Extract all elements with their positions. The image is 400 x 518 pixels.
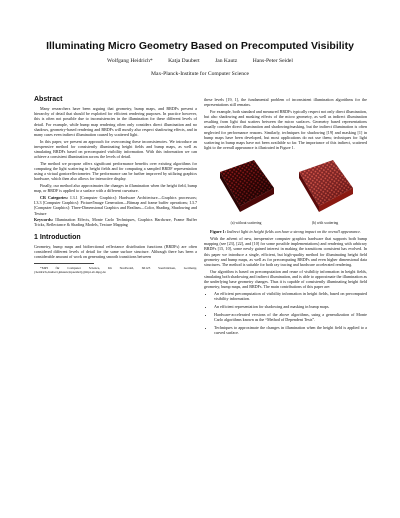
body-paragraph: Our algorithm is based on precomputation and reuse of visibility information in height fields, simulating both shadowing and indirect illumination, and is able to approximate the illumination as the underlying base geometry changes. Thus it is capable of consistently illuminating height field geometry, bump maps, and BRDFs. The main contributions of this paper are: [204, 268, 367, 290]
keywords-text: Illumination Effects, Monte Carlo Techniques, Graphics Hardware, Frame Buffer Tricks, Reflectance & Shading Models, Texture Mapping [34, 217, 197, 228]
figure-1 [204, 154, 367, 226]
cr-label: CR Categories: [40, 195, 69, 201]
body-paragraph: these levels [19, 1], the fundamental problem of inconsistent illumination algorithms for the representations still remains. [204, 97, 367, 108]
height-field-render-with-scattering [293, 154, 357, 218]
introduction-paragraph: Geometry, bump maps and bidirectional reflectance distribution functions (BRDFs) are often considered different levels of detail for the same surface structure. Although there has been a considerable amount of work on generating smooth transitions between [34, 243, 197, 260]
author-name: Jan Kautz [215, 58, 238, 64]
list-item: • Techniques to approximate the changes in illumination when the height field is applied to a curved surface. [214, 325, 367, 335]
introduction-heading: 1 Introduction [34, 233, 81, 241]
author-list [0, 58, 400, 64]
caption-text: Indirect light in height fields can have a strong impact on the overall appearance. [227, 229, 362, 235]
abstract-paragraph: Many researchers have been arguing that geometry, bump maps, and BRDFs present a hierarchy of detail that should be exploited for efficient rendering purposes. In practice however, this is often not possible due to inconsistencies in the illumination for these different levels of detail. For example, while bump map rendering often only considers direct illumination and no shadows, geometry-based rendering and BRDFs will mostly also respect shadowing effects, and in many cases even indirect illumination caused by scattered light. [34, 106, 197, 137]
institution: Max-Planck-Institute for Computer Science [150, 71, 250, 77]
list-item: • An efficient representation for shadowing and masking in bump maps. [214, 304, 367, 309]
subcaption-b: (b) with scattering [311, 221, 339, 226]
list-item: • An efficient precomputation of visibility information in height fields, based on precomputed visibility information. [214, 291, 367, 301]
caption-label: Figure 1: [210, 229, 226, 235]
cr-categories [34, 195, 197, 216]
cr-text: I.3.1 [Computer Graphics]: Hardware Architecture—Graphics processors; I.3.3 [Computer Graphics]: Picture/Image Generation—Bitmap and frame buffer operations; I.3.7 [Computer Graphics]: Three-Dimensional Graphics and Realism—Color, Shading, Shadowing and Texture [34, 195, 197, 216]
abstract-heading: Abstract [34, 96, 63, 103]
keywords [34, 217, 197, 227]
figure-panel-a [214, 154, 278, 226]
abstract-paragraph: Finally, our method also approximates the changes in illumination when the height field, bump map, or BRDF is applied to a surface with a different curvature. [34, 183, 197, 194]
body-paragraph: With the advent of new, inexpensive computer graphics hardware that supports both bump mapping (see [23], [22], and [10] for some possible implementations) and rendering with arbitrary BRDFs [15, 10], some newly gained interest in making the transitions consistent has evolved. In this paper we introduce a single, efficient, but high-quality method for illuminating height field geometry and bump maps, as well as for precomputing BRDFs and even higher dimensional data structures. The method is suitable for both ray tracing and hardware accelerated rendering. [204, 236, 367, 267]
footnote: *MPI für Computer Science, Im Stadtwald, 66123 Saarbrücken, Germany, {heidrich,daubert,jnkautz,hpseidel}@mpi-sb.mpg.de [34, 266, 197, 275]
author-name: Katja Daubert [168, 58, 200, 64]
abstract-paragraph: The method we propose offers significant performance benefits over existing algorithms for computing the light scattering in height fields and for computing a sampled BRDF representation using a virtual gonioreflectometer. The performance can be further improved by utilizing graphics hardware, which then also allows for interactive display. [34, 160, 197, 182]
list-item: • Hardware-accelerated versions of the above algorithms, using a generalization of Monte Carlo algorithms known as the “Method of Dependent Tests”. [214, 312, 367, 322]
body-paragraph: For example, both standard and measured BRDFs typically respect not only direct illumination, but also shadowing and masking effects of the micro geometry, as well as indirect illumination resulting from light that scatters between the micro surfaces. Geometry based representations usually consider direct illumination and shadowing/masking, but the indirect illumination is often neglected for performance reasons. Similarly, techniques for shadowing [19] and masking [1] in bump maps have been developed, but most applications do not use them; techniques for light scattering in bump maps have not been available so far. The importance of this indirect, scattered light to the overall appearance is illustrated in Figure 1. [204, 108, 367, 150]
figure-panel-b [293, 154, 357, 226]
author-name: Wolfgang Heidrich* [107, 58, 153, 64]
paper-title: Illuminating Micro Geometry Based on Precomputed Visibility [46, 40, 354, 52]
left-column [34, 97, 197, 276]
contribution-list [204, 291, 367, 335]
height-field-render-without-scattering [214, 154, 278, 218]
subcaption-a: (a) without scattering [230, 221, 262, 226]
right-column [204, 97, 367, 337]
abstract-paragraph: In this paper, we present an approach for overcoming these inconsistencies. We introduce an inexpensive method for consistently illuminating height fields and bump maps, as well as simulating BRDFs based on precomputed visibility information. With this information we can achieve a consistent illumination across the levels of detail. [34, 138, 197, 160]
keywords-label: Keywords: [34, 217, 54, 223]
author-name: Hans-Peter Seidel [252, 58, 293, 64]
figure-caption [204, 229, 367, 234]
